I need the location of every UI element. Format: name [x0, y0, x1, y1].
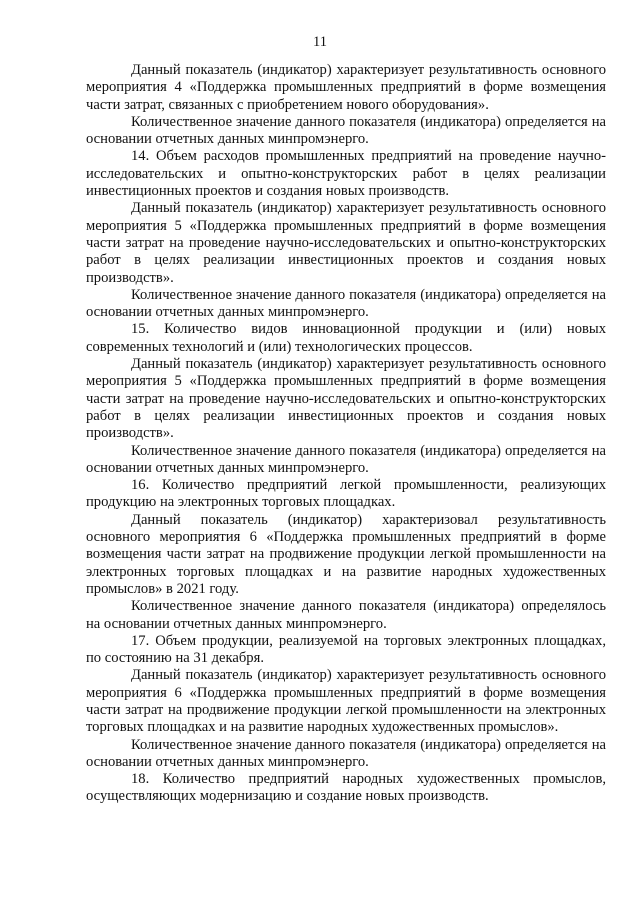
paragraph-indicator-16-description: Данный показатель (индикатор) характеризовал результативность основного мероприятия 6 «Поддержка промышленных предприятий в форме возмещения части затрат на продвижение продукции легкой промышленности на электронных торговых площадках и на развитие народных художественных промыслов» в 2021 году.: [86, 511, 606, 597]
paragraph-indicator-16-heading: 16. Количество предприятий легкой промышленности, реализующих продукцию на электронных торговых площадках.: [86, 477, 606, 511]
document-body: [86, 62, 606, 806]
paragraph-indicator-16-source: Количественное значение данного показателя (индикатора) определялось на основании отчетных данных минпромэнерго.: [86, 598, 606, 632]
paragraph-indicator-17-description: Данный показатель (индикатор) характеризует результативность основного мероприятия 6 «Поддержка промышленных предприятий в форме возмещения части затрат на продвижение продукции легкой промышленности на электронных торговых площадках и на развитие народных художественных промыслов».: [86, 667, 606, 736]
paragraph-indicator-13-description: Данный показатель (индикатор) характеризует результативность основного мероприятия 4 «Поддержка промышленных предприятий в форме возмещения части затрат, связанных с приобретением нового оборудования».: [86, 62, 606, 113]
paragraph-indicator-14-heading: 14. Объем расходов промышленных предприятий на проведение научно-исследовательских и опытно-конструкторских работ в целях реализации инвестиционных проектов и создания новых производств.: [86, 148, 606, 200]
paragraph-indicator-17-heading: 17. Объем продукции, реализуемой на торговых электронных площадках, по состоянию на 31 декабря.: [86, 632, 606, 667]
page-number: 11: [313, 34, 327, 50]
paragraph-indicator-15-description: Данный показатель (индикатор) характеризует результативность основного мероприятия 5 «Поддержка промышленных предприятий в форме возмещения части затрат на проведение научно-исследовательских и опытно-конструкторских работ в целях реализации инвестиционных проектов и создания новых производств».: [86, 356, 606, 442]
paragraph-indicator-14-description: Данный показатель (индикатор) характеризует результативность основного мероприятия 5 «Поддержка промышленных предприятий в форме возмещения части затрат на проведение научно-исследовательских и опытно-конструкторских работ в целях реализации инвестиционных проектов и создания новых производств».: [86, 200, 606, 286]
paragraph-indicator-17-source: Количественное значение данного показателя (индикатора) определяется на основании отчетных данных минпромэнерго.: [86, 736, 606, 770]
paragraph-indicator-13-source: Количественное значение данного показателя (индикатора) определяется на основании отчетных данных минпромэнерго.: [86, 113, 606, 148]
paragraph-indicator-18-heading: 18. Количество предприятий народных художественных промыслов, осуществляющих модернизацию и создание новых производств.: [86, 771, 606, 805]
paragraph-indicator-14-source: Количественное значение данного показателя (индикатора) определяется на основании отчетных данных минпромэнерго.: [86, 286, 606, 321]
paragraph-indicator-15-heading: 15. Количество видов инновационной продукции и (или) новых современных технологий и (или) технологических процессов.: [86, 321, 606, 355]
paragraph-indicator-15-source: Количественное значение данного показателя (индикатора) определяется на основании отчетных данных минпромэнерго.: [86, 442, 606, 476]
